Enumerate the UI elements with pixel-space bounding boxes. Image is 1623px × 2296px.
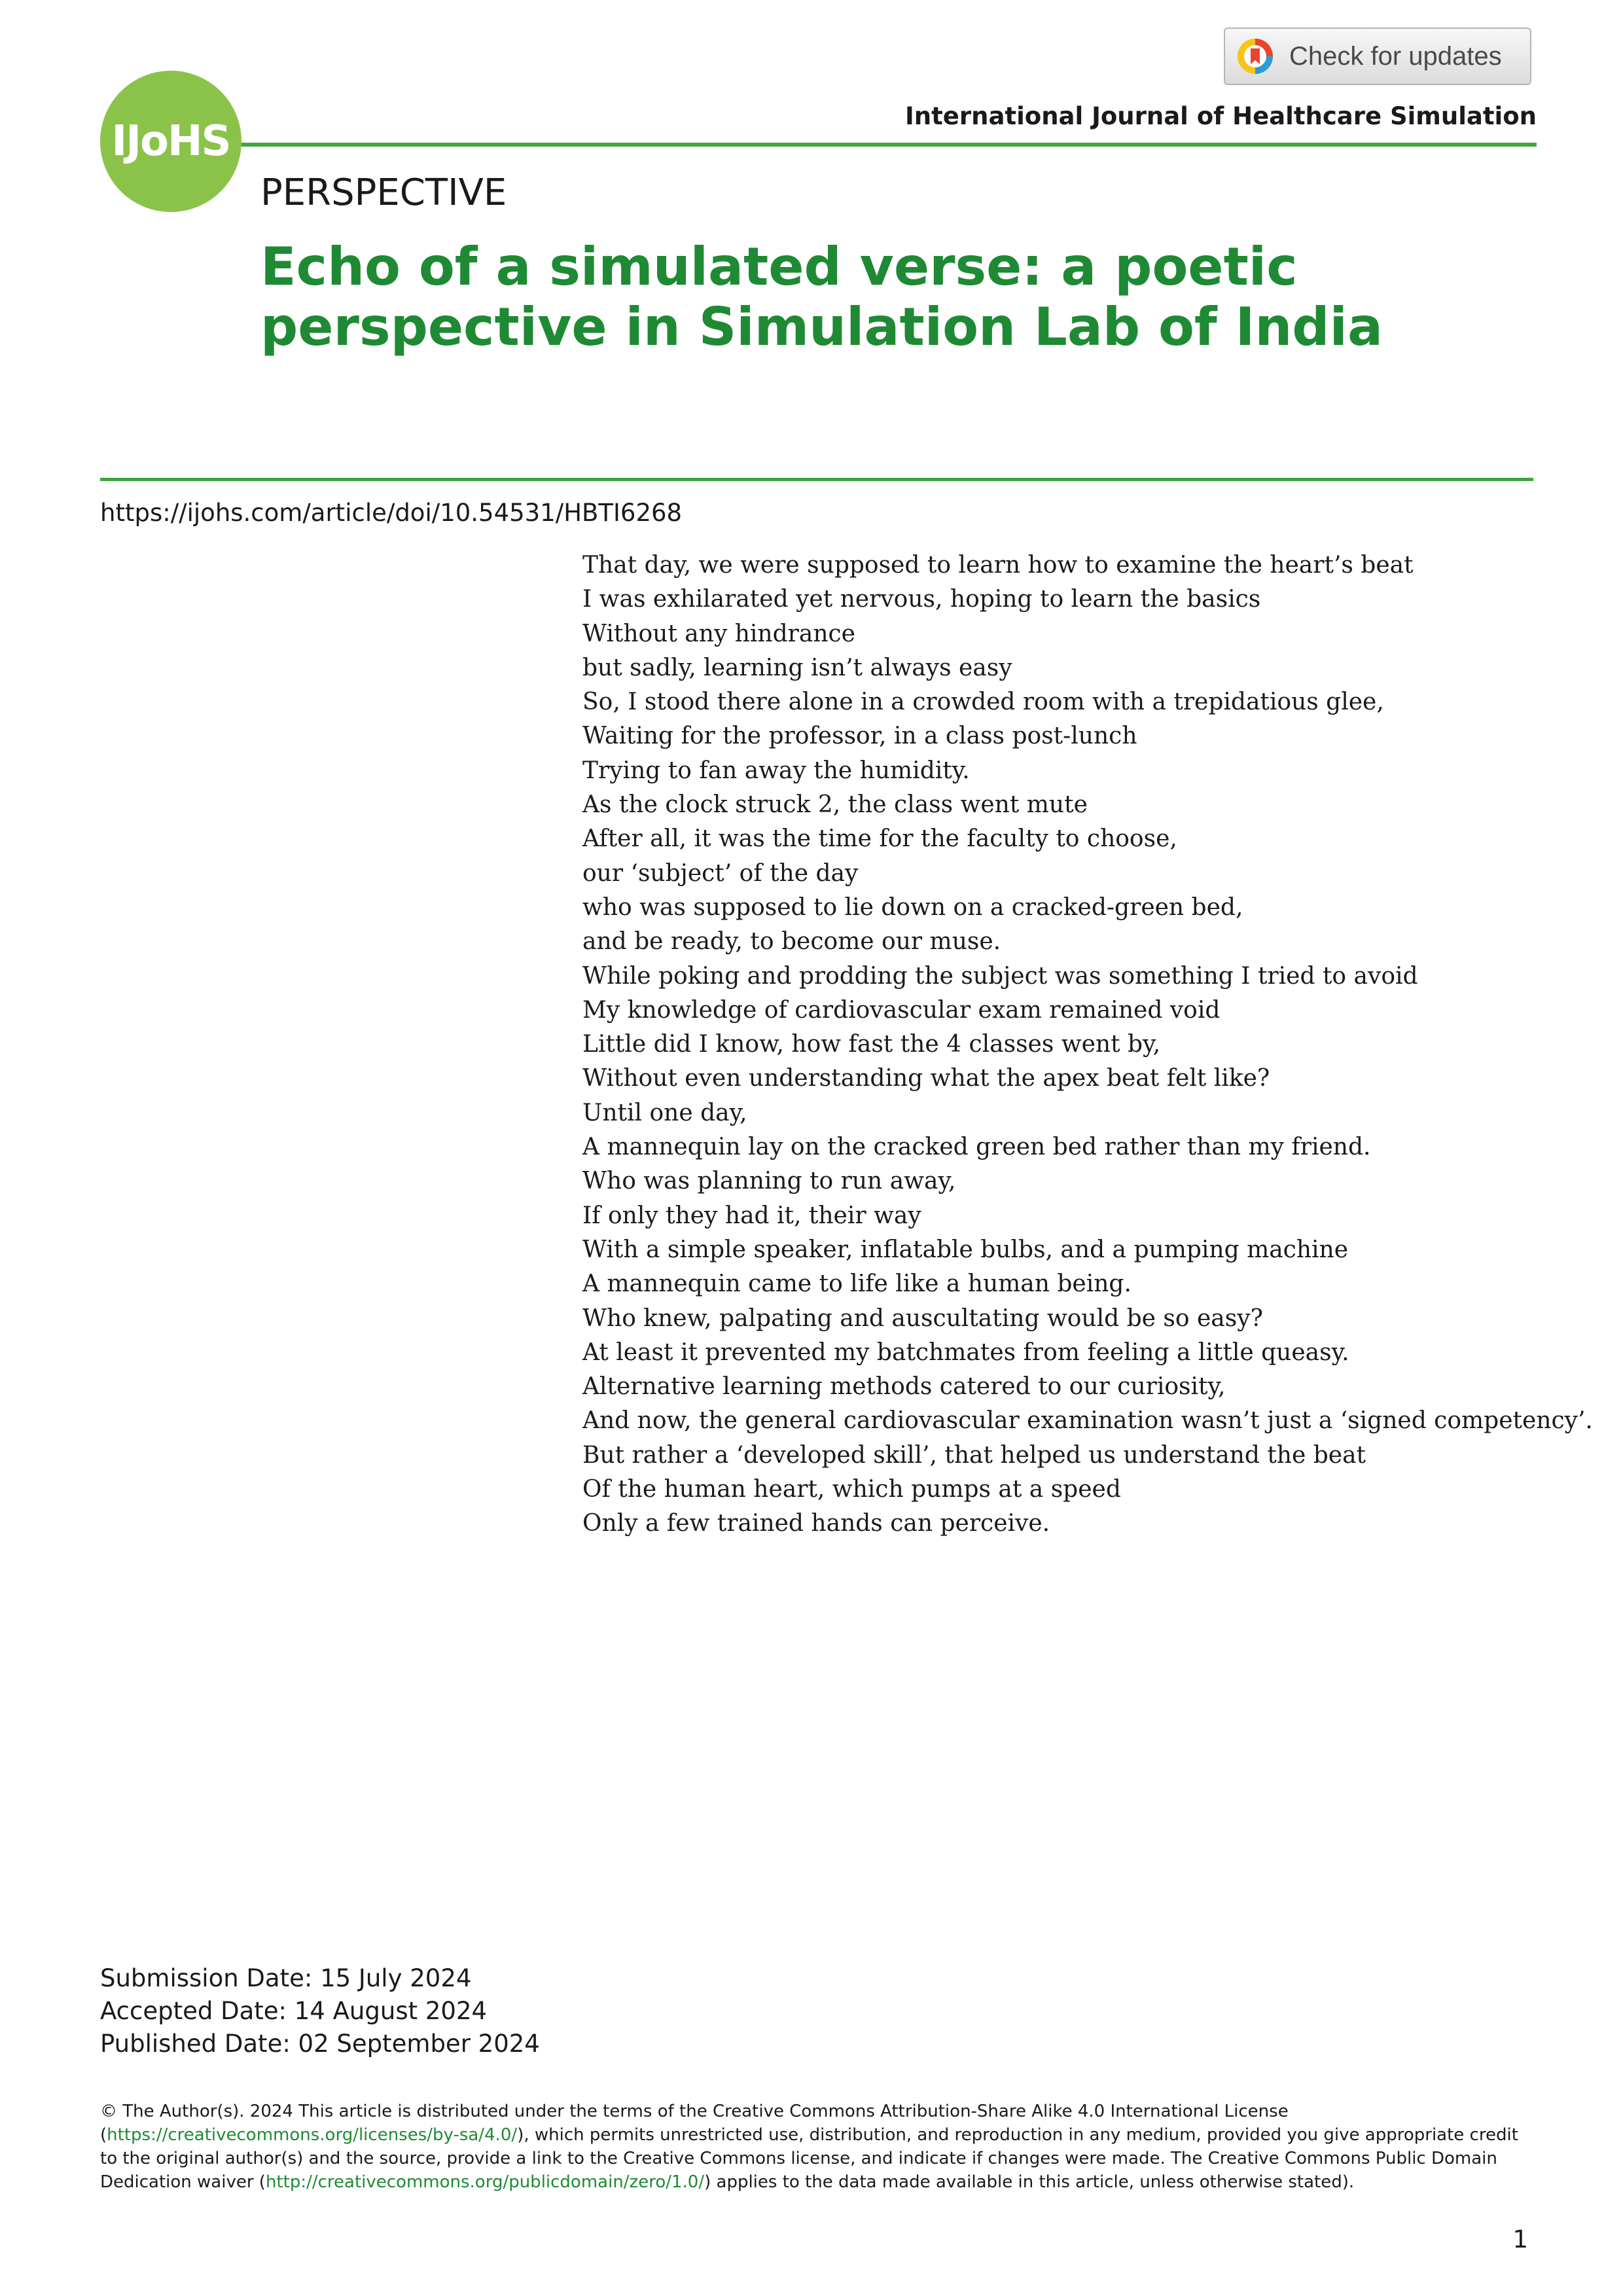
poem-line: I was exhilarated yet nervous, hoping to learn the basics xyxy=(582,586,1261,613)
header-divider xyxy=(196,143,1537,147)
submission-date: Submission Date: 15 July 2024 xyxy=(100,1964,472,1992)
poem-line: Without even understanding what the apex beat felt like? xyxy=(582,1065,1270,1092)
poem-line: But rather a ‘developed skill’, that helped us understand the beat xyxy=(582,1441,1366,1469)
poem-line: At least it prevented my batchmates from feeling a little queasy. xyxy=(582,1338,1349,1366)
poem-line: If only they had it, their way xyxy=(582,1202,921,1229)
logo-text: IJoHS xyxy=(111,117,230,166)
poem-line: who was supposed to lie down on a cracked-green bed, xyxy=(582,893,1243,921)
poem-line: Only a few trained hands can perceive. xyxy=(582,1510,1050,1537)
license-text: © The Author(s). 2024 This article is distributed under the terms of the Creative Commons Attribution-Share Alike 4.0 International License ( xyxy=(100,2102,1289,2145)
poem-line: Alternative learning methods catered to our curiosity, xyxy=(582,1373,1226,1401)
poem-line: That day, we were supposed to learn how to examine the heart’s beat xyxy=(582,552,1414,579)
poem-body xyxy=(582,548,1593,1541)
article-title: Echo of a simulated verse: a poetic perspective in Simulation Lab of India xyxy=(260,236,1383,357)
page-number: 1 xyxy=(1512,2225,1528,2253)
check-for-updates-button[interactable] xyxy=(1224,27,1531,85)
title-divider xyxy=(100,478,1533,481)
journal-name: International Journal of Healthcare Simulation xyxy=(904,102,1537,130)
poem-line: Trying to fan away the humidity. xyxy=(582,757,970,784)
accepted-date: Accepted Date: 14 August 2024 xyxy=(100,1997,488,2025)
license-text: ) applies to the data made available in this article, unless otherwise stated). xyxy=(704,2172,1355,2192)
poem-line: our ‘subject’ of the day xyxy=(582,859,859,887)
license-notice xyxy=(100,2100,1520,2194)
license-link-by-sa[interactable]: https://creativecommons.org/licenses/by-sa/4.0/ xyxy=(107,2125,518,2145)
license-text: ), which permits unrestricted use, distribution, and reproduction in any medium, provided you give appropriate credit to the original author(s) and the source, provide a link to the Creative Commons license, and indicate if changes were made. The Creative Commons Public Domain Dedication waiver ( xyxy=(100,2125,1518,2192)
poem-line: After all, it was the time for the faculty to choose, xyxy=(582,825,1177,853)
poem-line: Until one day, xyxy=(582,1099,747,1126)
poem-line: Who knew, palpating and auscultating would be so easy? xyxy=(582,1304,1263,1332)
license-link-public-domain[interactable]: http://creativecommons.org/publicdomain/zero/1.0/ xyxy=(265,2172,705,2192)
poem-line: A mannequin came to life like a human being. xyxy=(582,1270,1132,1298)
check-for-updates-label: Check for updates xyxy=(1289,41,1502,71)
poem-line: and be ready, to become our muse. xyxy=(582,928,1001,956)
poem-line: With a simple speaker, inflatable bulbs, and a pumping machine xyxy=(582,1236,1349,1263)
poem-line: Waiting for the professor, in a class post-lunch xyxy=(582,723,1137,750)
poem-line: A mannequin lay on the cracked green bed rather than my friend. xyxy=(582,1134,1371,1161)
poem-line: While poking and prodding the subject was something I tried to avoid xyxy=(582,962,1418,990)
poem-line: So, I stood there alone in a crowded room with a trepidatious glee, xyxy=(582,689,1384,716)
poem-line: Of the human heart, which pumps at a speed xyxy=(582,1476,1121,1503)
bookmark-update-icon xyxy=(1236,37,1275,76)
poem-line: Little did I know, how fast the 4 classes went by, xyxy=(582,1031,1161,1058)
article-type: PERSPECTIVE xyxy=(260,171,507,214)
poem-line: And now, the general cardiovascular examination wasn’t just a ‘signed competency’. xyxy=(582,1407,1593,1435)
article-dates xyxy=(100,1962,540,2060)
poem-line: but sadly, learning isn’t always easy xyxy=(582,654,1012,681)
poem-line: My knowledge of cardiovascular exam remained void xyxy=(582,996,1221,1024)
published-date: Published Date: 02 September 2024 xyxy=(100,2030,540,2058)
poem-line: Who was planning to run away, xyxy=(582,1168,956,1195)
journal-logo xyxy=(100,71,241,212)
poem-line: Without any hindrance xyxy=(582,620,855,647)
doi-link[interactable]: https://ijohs.com/article/doi/10.54531/HBTI6268 xyxy=(100,499,683,527)
poem-line: As the clock struck 2, the class went mute xyxy=(582,791,1088,819)
